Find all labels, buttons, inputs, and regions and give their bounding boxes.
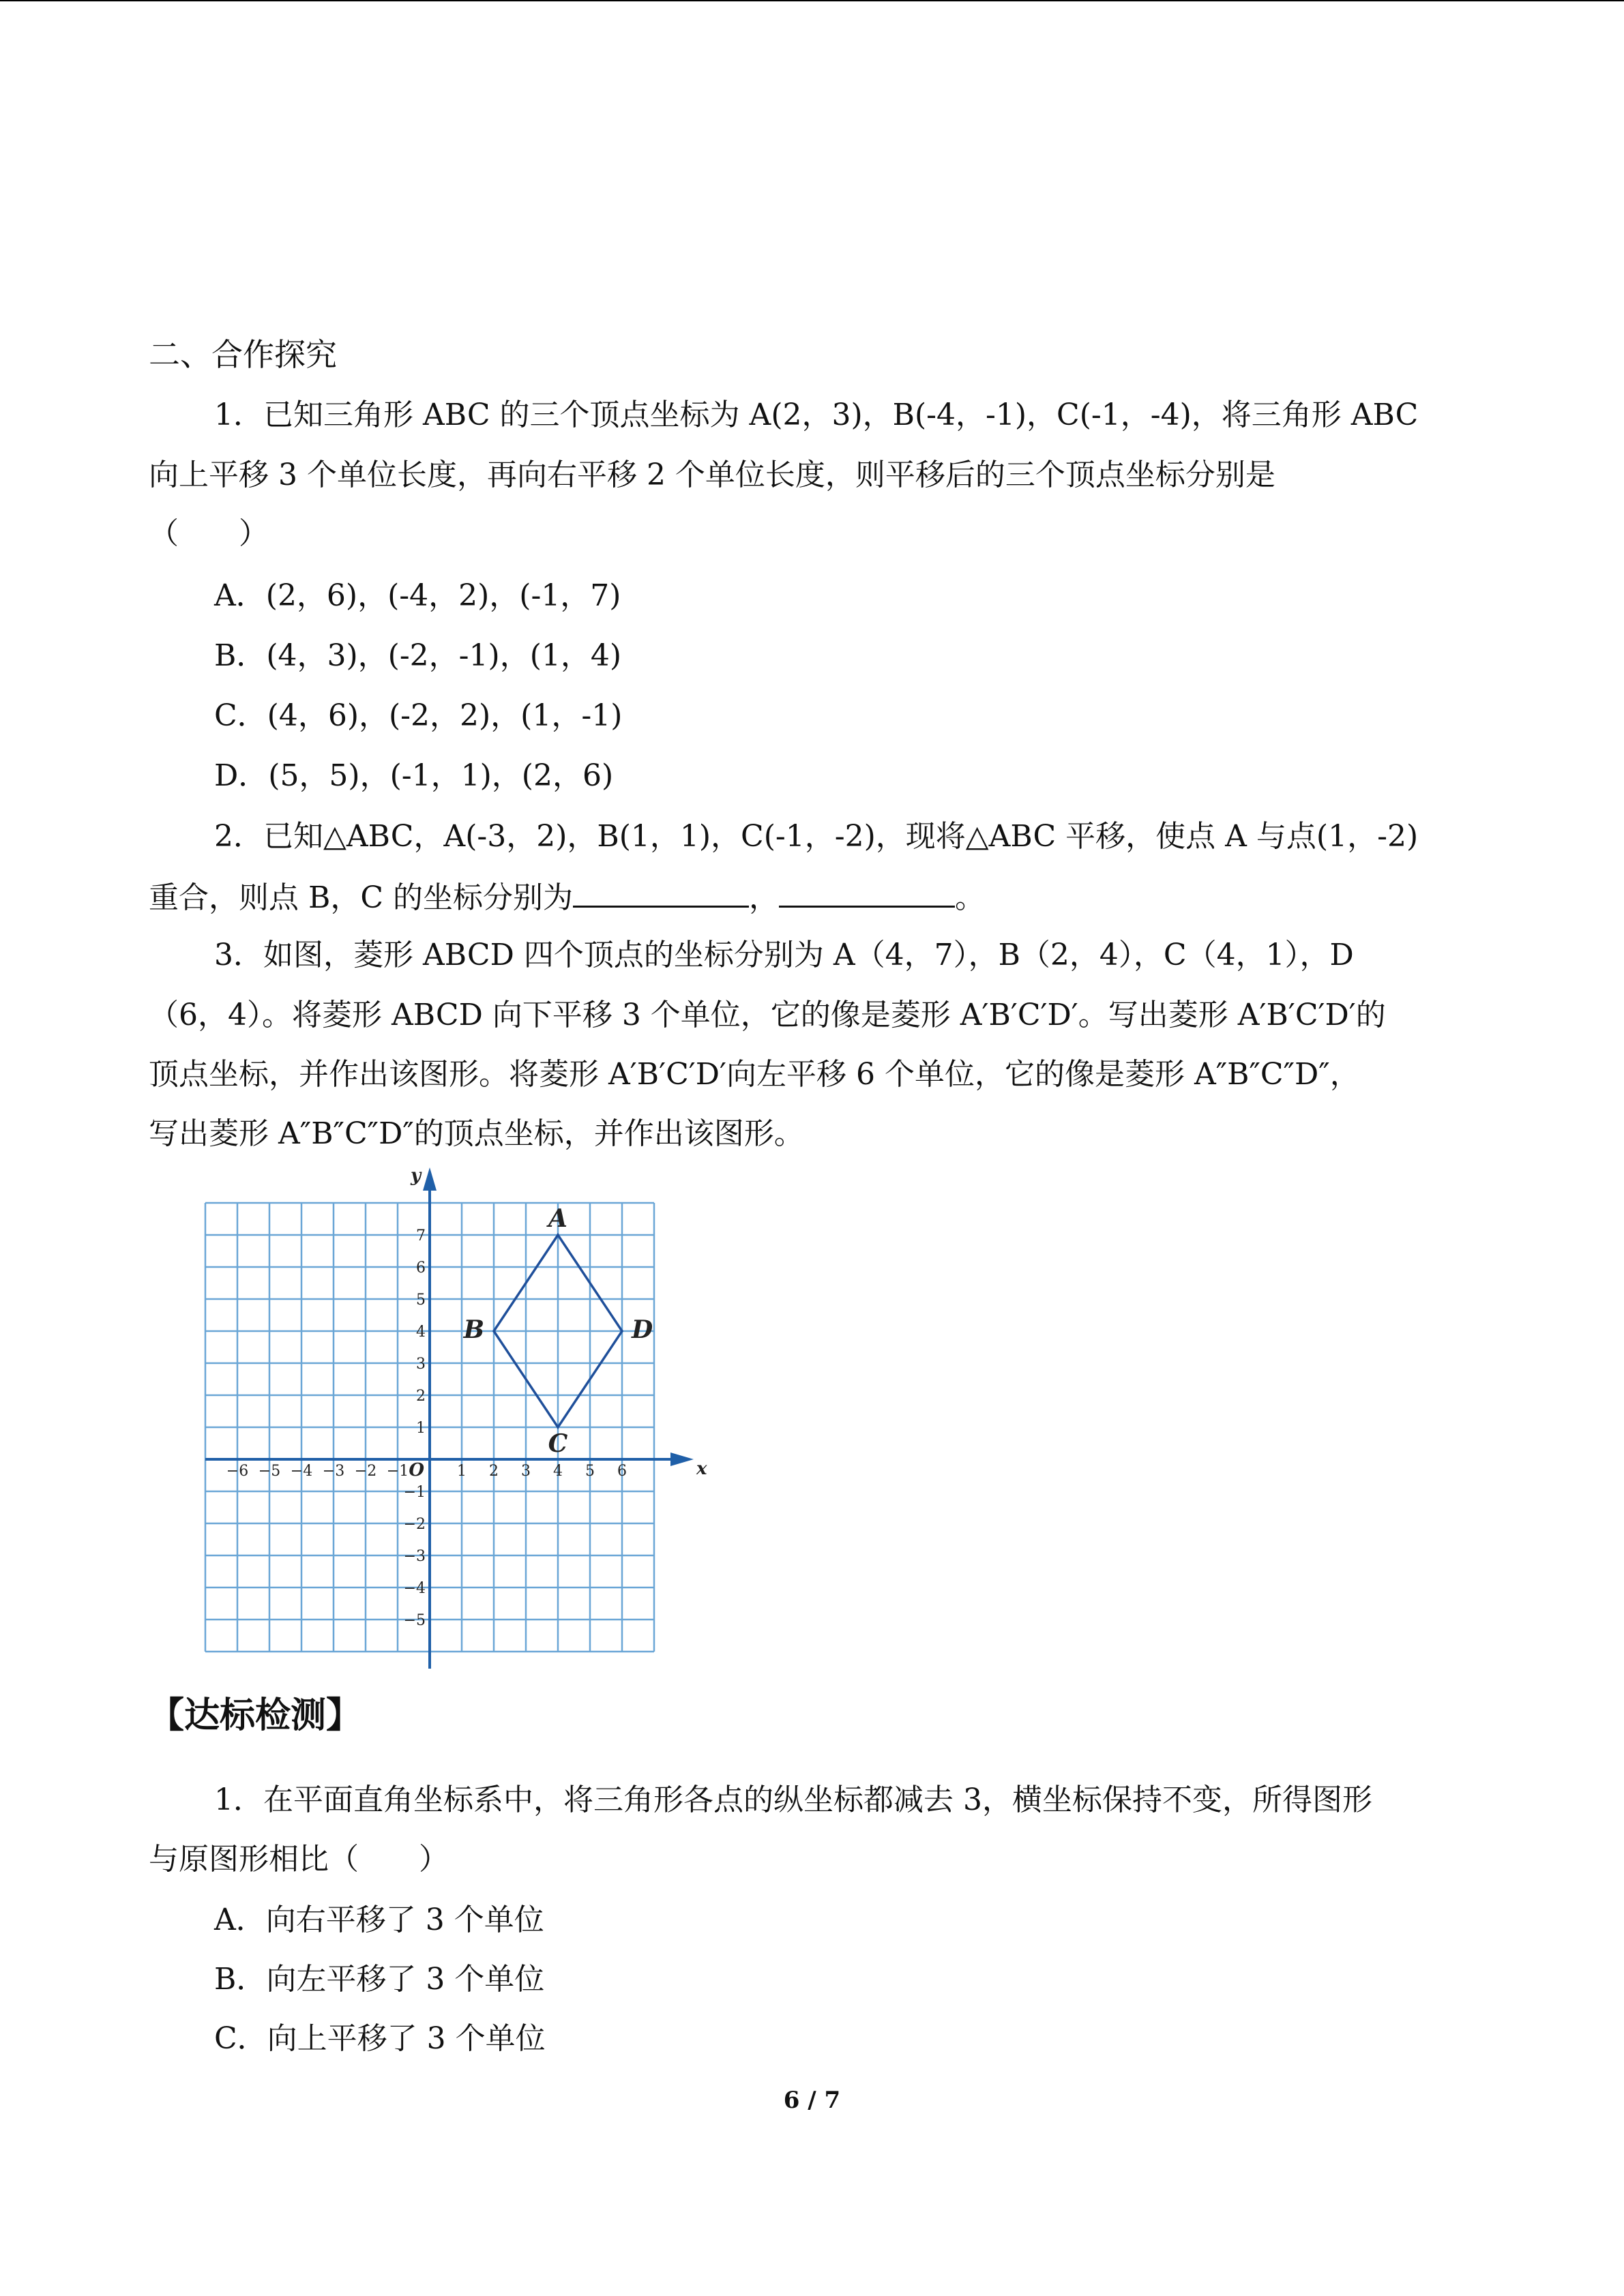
y-tick-label: 4: [416, 1324, 426, 1341]
x-axis-label: x: [696, 1459, 707, 1479]
y-tick-label: 5: [416, 1292, 426, 1309]
y-tick-label: −2: [403, 1516, 426, 1533]
q2-line-2-suffix: 。: [954, 880, 985, 915]
y-tick-label: −3: [403, 1548, 426, 1565]
check-q1-option-c: C．向上平移了 3 个单位: [214, 2021, 546, 2056]
x-tick-label: −6: [226, 1463, 249, 1480]
x-tick-label: 1: [457, 1463, 467, 1480]
q1-option-a: A．(2，6)，(-4，2)，(-1，7): [214, 578, 621, 613]
check-q1-line-1: 1．在平面直角坐标系中，将三角形各点的纵坐标都减去 3，横坐标保持不变，所得图形: [214, 1783, 1372, 1817]
x-tick-label: −4: [290, 1463, 313, 1480]
origin-label: O: [409, 1460, 424, 1480]
q1-line-3: （ ）: [149, 516, 269, 551]
section-title: 二、合作探究: [149, 336, 337, 373]
y-tick-label: 3: [416, 1356, 426, 1373]
page-number: 6 / 7: [783, 2087, 841, 2114]
vertex-label-d: D: [632, 1315, 653, 1344]
x-tick-label: 5: [585, 1463, 595, 1480]
y-tick-label: −1: [403, 1484, 426, 1501]
y-tick-label: 2: [416, 1388, 426, 1405]
q3-line-3: 顶点坐标，并作出该图形。将菱形 A′B′C′D′向左平移 6 个单位，它的像是菱形 A″B″C″D″，: [149, 1057, 1360, 1092]
q1-line-2: 向上平移 3 个单位长度，再向右平移 2 个单位长度，则平移后的三个顶点坐标分别是: [149, 458, 1275, 492]
x-tick-label: −2: [354, 1463, 377, 1480]
top-border: [0, 0, 1624, 1]
vertex-label-b: B: [463, 1315, 484, 1344]
y-tick-label: −4: [403, 1580, 426, 1597]
x-tick-label: 4: [553, 1463, 563, 1480]
check-q1-option-b: B．向左平移了 3 个单位: [214, 1962, 545, 1997]
q3-line-4: 写出菱形 A″B″C″D″的顶点坐标，并作出该图形。: [149, 1116, 804, 1151]
q1-option-d: D．(5，5)，(-1，1)，(2，6): [214, 758, 614, 793]
check-heading: 【达标检测】: [149, 1695, 362, 1736]
x-axis-arrow: [670, 1452, 694, 1466]
q3-line-1: 3．如图，菱形 ABCD 四个顶点的坐标分别为 A（4，7），B（2，4），C（4，1），D: [214, 938, 1354, 972]
x-tick-label: −1: [386, 1463, 409, 1480]
vertex-label-c: C: [548, 1429, 568, 1458]
x-tick-label: 2: [489, 1463, 499, 1480]
x-tick-label: 3: [521, 1463, 531, 1480]
y-tick-label: 1: [416, 1420, 426, 1437]
check-q1-line-2: 与原图形相比（ ）: [149, 1842, 449, 1877]
q1-option-c: C．(4，6)，(-2，2)，(1，-1): [214, 698, 623, 733]
q3-line-2: （6，4）。将菱形 ABCD 向下平移 3 个单位，它的像是菱形 A′B′C′D′。写出菱形 A′B′C′D′的: [149, 998, 1386, 1032]
x-tick-label: −5: [258, 1463, 281, 1480]
x-tick-label: −3: [322, 1463, 345, 1480]
answer-blank-b[interactable]: [573, 876, 749, 908]
y-tick-label: 6: [416, 1259, 426, 1277]
y-tick-label: −5: [403, 1612, 426, 1629]
y-tick-label: 7: [416, 1227, 426, 1244]
q1-line-1: 1．已知三角形 ABC 的三个顶点坐标为 A(2，3)，B(-4，-1)，C(-1，-4)，将三角形 ABC: [214, 398, 1419, 432]
x-tick-label: 6: [617, 1463, 627, 1480]
answer-blank-c[interactable]: [779, 876, 955, 908]
y-axis-arrow: [423, 1167, 437, 1191]
rhombus-coordinate-figure: [184, 1165, 707, 1664]
y-axis-label: y: [411, 1165, 422, 1186]
vertex-label-a: A: [548, 1204, 567, 1233]
q2-line-2-prefix: 重合，则点 B，C 的坐标分别为: [149, 880, 573, 915]
q2-separator: ，: [748, 880, 779, 915]
q1-option-b: B．(4，3)，(-2，-1)，(1，4): [214, 638, 622, 673]
q2-line-2: [149, 876, 1479, 919]
q2-line-1: 2．已知△ABC，A(-3，2)，B(1，1)，C(-1，-2)，现将△ABC 平移，使点 A 与点(1，-2): [214, 819, 1419, 854]
check-q1-option-a: A．向右平移了 3 个单位: [214, 1903, 544, 1937]
